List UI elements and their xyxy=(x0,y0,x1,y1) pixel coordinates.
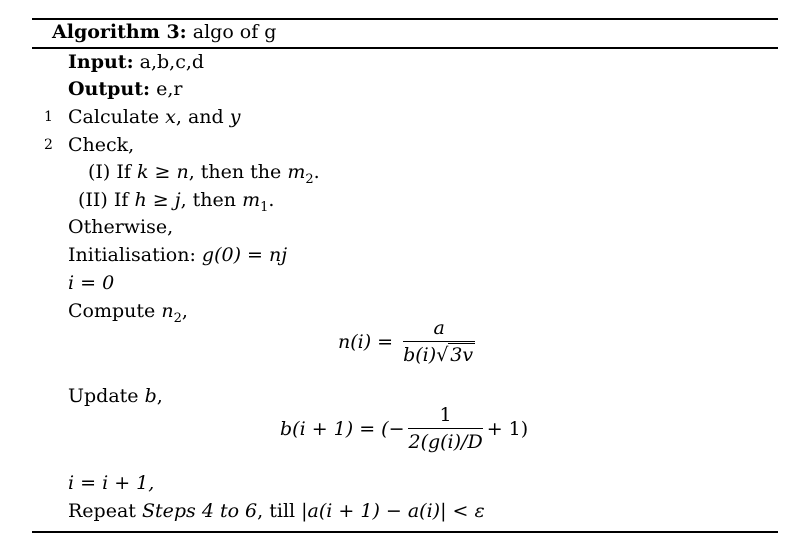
update-line xyxy=(68,384,163,408)
case-2-end: . xyxy=(268,189,275,211)
increment-line: i = i + 1, xyxy=(68,472,155,494)
equation-b-lhs: b(i + 1) = (− xyxy=(280,417,405,440)
input-label: Input: xyxy=(68,51,134,73)
step-1-text: Calculate xyxy=(68,106,166,128)
init-expression: g(0) = nj xyxy=(201,244,288,266)
equation-n-fraction xyxy=(403,316,475,367)
otherwise-line: Otherwise, xyxy=(68,216,174,238)
denominator-sqrt: 3v xyxy=(450,344,474,366)
case-2-condition: h ≥ j xyxy=(134,189,181,211)
case-1-then: , then the xyxy=(188,161,288,183)
output-line xyxy=(68,77,182,101)
case-2-subscript: 1 xyxy=(260,199,269,215)
repeat-line xyxy=(68,499,485,523)
algorithm-header xyxy=(52,20,276,44)
header-rule xyxy=(32,47,778,49)
compute-end: , xyxy=(181,300,188,322)
update-text: Update xyxy=(68,385,145,407)
update-end: , xyxy=(156,385,163,407)
output-value: e,r xyxy=(156,78,183,100)
equation-b-numerator: 1 xyxy=(439,404,452,426)
compute-var: n xyxy=(161,300,174,322)
repeat-mid: , till xyxy=(257,500,302,522)
case-2-then: , then xyxy=(180,189,243,211)
step-1-var-x: x xyxy=(165,106,176,128)
step-2: Check, xyxy=(68,134,135,156)
output-label: Output: xyxy=(68,78,151,100)
update-var: b xyxy=(144,385,157,407)
i-zero-line: i = 0 xyxy=(68,272,115,294)
line-number-2: 2 xyxy=(44,137,53,153)
equation-b-denominator: 2(g(i)/D xyxy=(408,431,483,453)
initialisation-line xyxy=(68,243,287,267)
compute-line xyxy=(68,299,188,331)
equation-b-rhs: + 1) xyxy=(486,417,529,440)
equation-b-fraction xyxy=(408,403,482,454)
case-1-condition: k ≥ n xyxy=(136,161,189,183)
equation-b xyxy=(280,403,528,454)
equation-n-lhs: n(i) = xyxy=(338,330,394,353)
case-1-result: m xyxy=(287,161,306,183)
algorithm-label: Algorithm 3: xyxy=(52,21,187,43)
fraction-bar xyxy=(403,341,475,342)
case-1-subscript: 2 xyxy=(305,171,314,187)
step-1 xyxy=(68,105,240,129)
input-value: a,b,c,d xyxy=(139,51,205,73)
compute-text: Compute xyxy=(68,300,162,322)
step-1-mid: , and xyxy=(175,106,230,128)
case-1-end: . xyxy=(313,161,320,183)
case-2-result: m xyxy=(242,189,261,211)
repeat-text: Repeat xyxy=(68,500,142,522)
compute-subscript: 2 xyxy=(173,310,182,326)
algorithm-title: algo of g xyxy=(192,21,277,43)
fraction-bar xyxy=(408,428,482,429)
init-label: Initialisation: xyxy=(68,244,202,266)
bottom-rule xyxy=(32,531,778,533)
case-1-roman: (I) If xyxy=(88,161,137,183)
step-1-var-y: y xyxy=(229,106,241,128)
case-2-roman: (II) If xyxy=(78,189,135,211)
input-line xyxy=(68,50,204,74)
repeat-steps: Steps 4 to 6 xyxy=(141,500,258,522)
line-number-1: 1 xyxy=(44,109,53,125)
repeat-condition: |a(i + 1) − a(i)| < ε xyxy=(301,500,485,522)
denominator-b: b(i) xyxy=(403,344,437,366)
equation-n-numerator: a xyxy=(433,317,445,339)
equation-n xyxy=(338,316,475,367)
equation-n-denominator: b(i)√ 3v xyxy=(403,344,474,366)
